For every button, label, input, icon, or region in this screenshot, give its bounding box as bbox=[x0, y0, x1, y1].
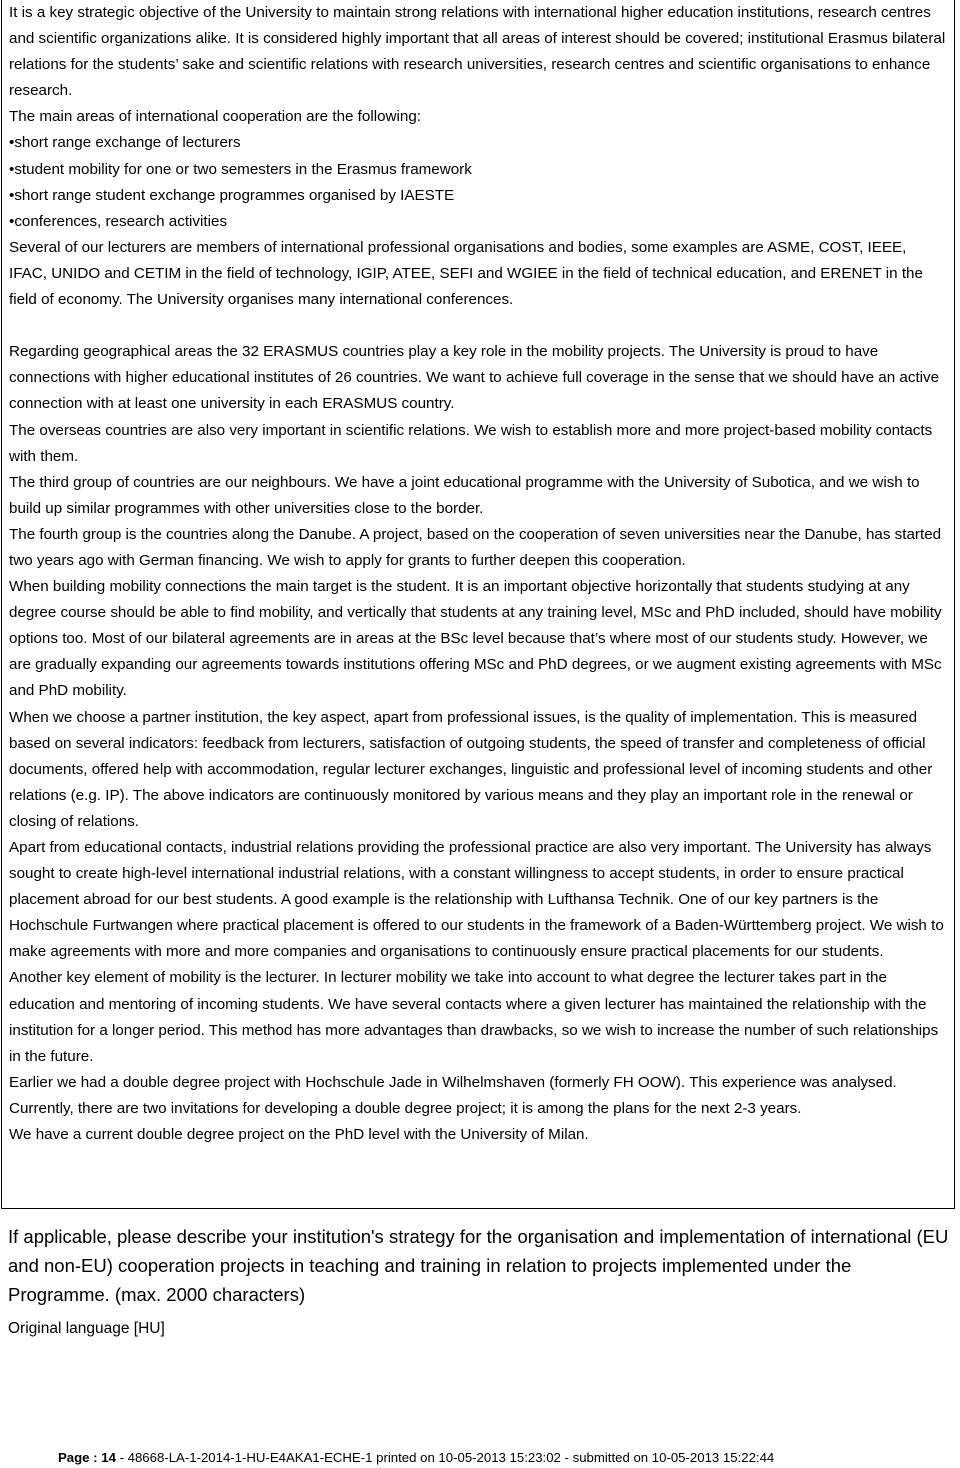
paragraph-neighbours: The third group of countries are our neighbours. We have a joint educational programme with the University of Subotica, and we wish to build up similar programmes with other universities close to the border. bbox=[9, 473, 924, 517]
paragraph-strategic-objective: It is a key strategic objective of the University to maintain strong relations with international higher education institutions, research centres and scientific organizations alike. It is considered highly important that all areas of interest should be covered; institutional Erasmus bilateral relations for the students’ sake and scientific relations with research universities, research centres and scientific organisations to enhance research. bbox=[9, 4, 950, 100]
paragraph-overseas-countries: The overseas countries are also very important in scientific relations. We wish to establish more and more project-based mobility contacts with them. bbox=[9, 421, 937, 465]
bullet-conferences: •conferences, research activities bbox=[9, 212, 228, 230]
paragraph-double-degree-milan: We have a current double degree project on the PhD level with the University of Milan. bbox=[9, 1126, 589, 1144]
bullet-iaeste-exchange: •short range student exchange programmes organised by IAESTE bbox=[9, 186, 455, 204]
question-text: If applicable, please describe your institution's strategy for the organisation and implementation of international (EU and non-EU) cooperation projects in teaching and training in relation to projects implemented under the Programme. (max. 2000 characters) bbox=[8, 1226, 949, 1305]
paragraph-erasmus-countries: Regarding geographical areas the 32 ERASMUS countries play a key role in the mobility projects. The University is proud to have connections with higher educational institutes of 26 countries. We want to achieve full coverage in the sense that we should have an active connection with at least one university in each ERASMUS country. bbox=[9, 343, 944, 413]
paragraph-partner-quality: When we choose a partner institution, the key aspect, apart from professional issues, is the quality of implementation. This is measured based on several indicators: feedback from lecturers, satisfaction of outgoing students, the speed of transfer and completeness of official documents, offered help with accommodation, regular lecturer exchanges, linguistic and professional level of incoming students and other relations (e.g. IP). The above indicators are continuously monitored by various means and they play an important role in the renewal or closing of relations. bbox=[9, 708, 937, 830]
answer-text-box bbox=[1, 0, 955, 1209]
paragraph-danube: The fourth group is the countries along the Danube. A project, based on the cooperation of seven universities near the Danube, has started two years ago with German financing. We wish to apply for grants to further deepen this cooperation. bbox=[9, 525, 946, 569]
paragraph-industrial-relations: Apart from educational contacts, industrial relations providing the professional practice are also very important. The University has always sought to create high-level international industrial relations, with a constant willingness to accept students, in order to ensure practical placement abroad for our best students. A good example is the relationship with Lufthansa Technik. One of our key partners is the Hochschule Furtwangen where practical placement is offered to our students in the framework of a Baden-Württemberg project. We wish to make agreements with more and more companies and organisations to continuously ensure practical placements for our students. bbox=[9, 839, 948, 961]
paragraph-student-mobility: When building mobility connections the main target is the student. It is an important objective horizontally that students studying at any degree course should be able to find mobility, and vertically that students at any training level, MSc and PhD included, should have mobility options too. Most of our bilateral agreements are in areas at the BSc level because that’s where most of our students study. However, we are gradually expanding our agreements towards institutions offering MSc and PhD degrees, or we augment existing agreements with MSc and PhD mobility. bbox=[9, 578, 946, 700]
bullet-student-mobility: •student mobility for one or two semesters in the Erasmus framework bbox=[9, 160, 472, 178]
paragraph-main-areas-intro: The main areas of international cooperation are the following: bbox=[9, 108, 421, 126]
paragraph-lecturer-mobility: Another key element of mobility is the lecturer. In lecturer mobility we take into account to what degree the lecturer takes part in the education and mentoring of incoming students. We have several contacts where a given lecturer has maintained the relationship with the institution for a longer period. This method has more advantages than drawbacks, so we wish to increase the number of such relationships in the future. bbox=[9, 969, 943, 1065]
paragraph-professional-organisations: Several of our lecturers are members of international professional organisations and bodies, some examples are ASME, COST, IEEE, IFAC, UNIDO and CETIM in the field of technology, IGIP, ATEE, SEFI and WGIEE in the field of technical education, and ERENET in the field of economy. The University organises many international conferences. bbox=[9, 238, 928, 309]
page-number-label: Page : 14 bbox=[58, 1450, 116, 1465]
blank-line bbox=[9, 313, 947, 339]
paragraph-double-degree-jade: Earlier we had a double degree project with Hochschule Jade in Wilhelmshaven (formerly FH OOW). This experience was analysed. Currently, there are two invitations for developing a double degree project; it is among the plans for the next 2-3 years. bbox=[9, 1073, 901, 1117]
original-language-label: Original language [HU] bbox=[8, 1320, 165, 1337]
footer-document-info: - 48668-LA-1-2014-1-HU-E4AKA1-ECHE-1 printed on 10-05-2013 15:23:02 - submitted on 10-05-2013 15:22:44 bbox=[115, 1450, 775, 1465]
bullet-lecturer-exchange: •short range exchange of lecturers bbox=[9, 134, 241, 152]
page-footer bbox=[58, 1448, 774, 1468]
